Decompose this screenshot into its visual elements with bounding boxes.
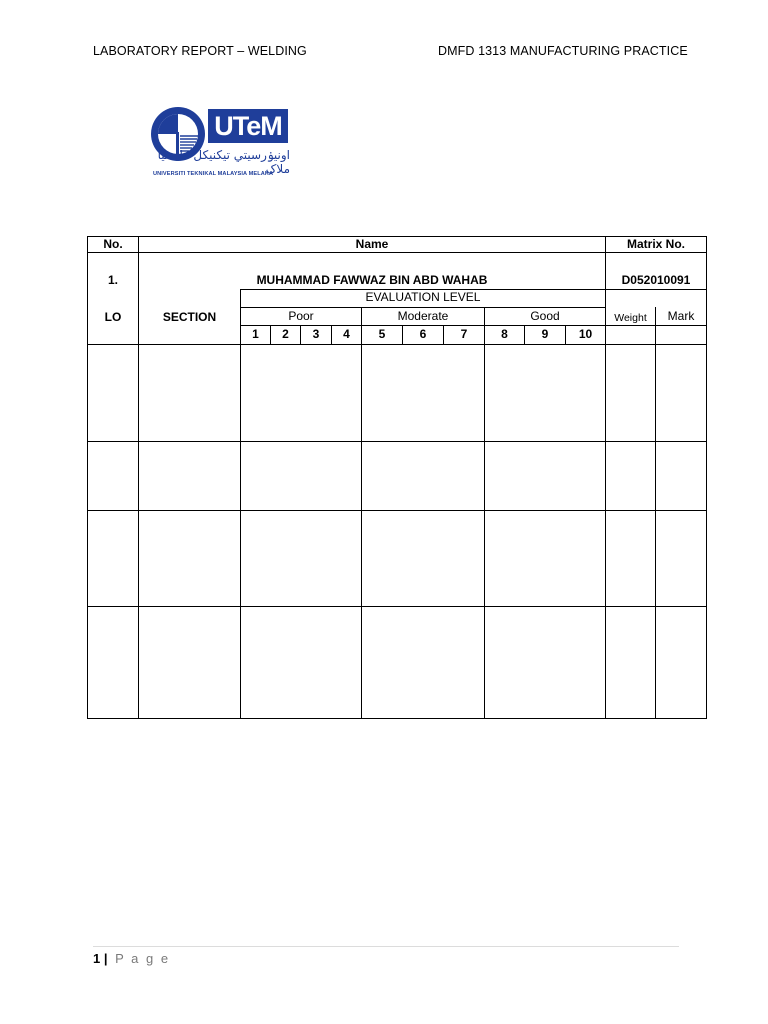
header-title-right: DMFD 1313 MANUFACTURING PRACTICE <box>438 44 688 58</box>
logo-jawi-text: اونيۏرسيتي تيکنيکل مليسيا ملاک <box>157 148 290 176</box>
score-6: 6 <box>419 327 427 341</box>
page-number: 1 <box>93 951 101 966</box>
score-8: 8 <box>501 327 508 341</box>
student-name: MUHAMMAD FAWWAZ BIN ABD WAHAB <box>256 273 488 287</box>
page-separator: | <box>103 951 108 966</box>
col-header-weight: Weight <box>614 312 647 324</box>
logo-subtitle: UNIVERSITI TEKNIKAL MALAYSIA MELAKA <box>153 171 274 177</box>
col-header-section: SECTION <box>162 310 217 324</box>
level-poor: Poor <box>288 309 314 323</box>
col-header-no: No. <box>103 237 123 251</box>
matrix-number: D052010091 <box>621 273 691 287</box>
page-footer <box>93 951 170 966</box>
level-moderate: Moderate <box>397 309 449 323</box>
col-header-mark: Mark <box>667 309 695 323</box>
score-5: 5 <box>378 327 386 341</box>
col-header-name: Name <box>355 237 389 251</box>
page-label: P a g e <box>115 951 171 966</box>
score-10: 10 <box>578 327 593 341</box>
logo-wordmark: UTeM <box>208 109 288 143</box>
header-title-left: LABORATORY REPORT – WELDING <box>93 44 307 58</box>
score-1: 1 <box>252 327 259 341</box>
col-header-lo: LO <box>104 310 122 324</box>
score-4: 4 <box>343 327 350 341</box>
utem-logo <box>150 104 292 184</box>
score-9: 9 <box>541 327 549 341</box>
level-good: Good <box>530 309 560 323</box>
footer-divider <box>93 946 679 947</box>
evaluation-level-label: EVALUATION LEVEL <box>365 290 481 304</box>
score-3: 3 <box>312 327 320 341</box>
col-header-matrix: Matrix No. <box>626 237 685 251</box>
row-number: 1. <box>107 273 118 287</box>
score-2: 2 <box>282 327 289 341</box>
score-7: 7 <box>460 327 468 341</box>
